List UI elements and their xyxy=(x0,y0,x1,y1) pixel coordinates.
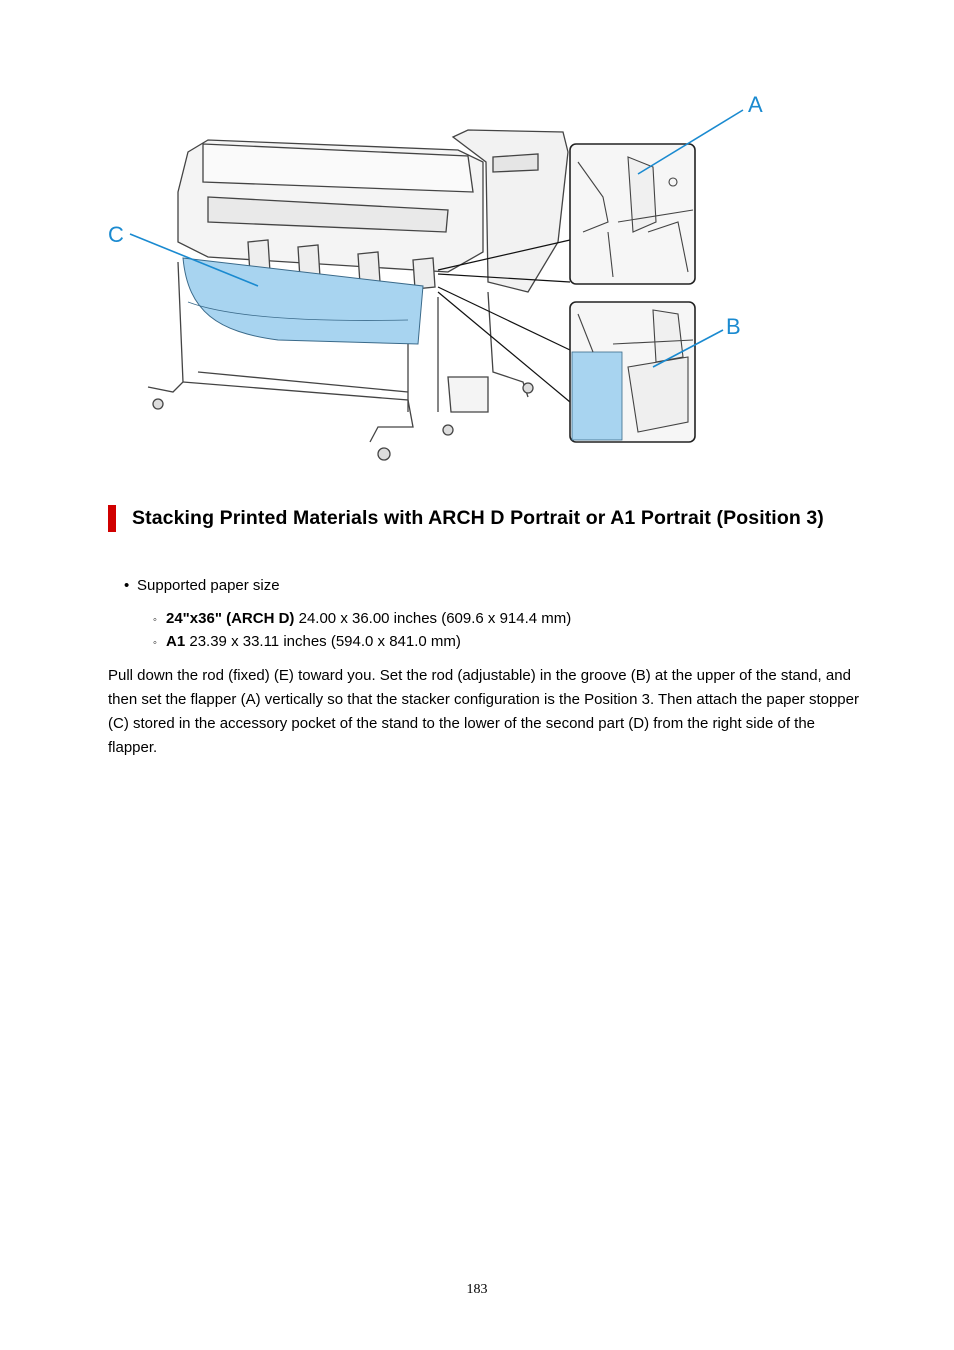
supported-size-heading: Supported paper size xyxy=(137,577,280,594)
paper-size-name: A1 xyxy=(166,633,186,650)
section-title: Stacking Printed Materials with ARCH D Portrait or A1 Portrait (Position 3) xyxy=(132,507,824,529)
page-number: 183 xyxy=(466,1282,488,1297)
label-a: A xyxy=(748,92,763,117)
paper-size-name: 24"x36" (ARCH D) xyxy=(166,610,295,627)
section-heading xyxy=(108,505,868,532)
paper-size-desc: 24.00 x 36.00 inches (609.6 x 914.4 mm) xyxy=(298,610,572,627)
supported-size-bullet xyxy=(124,576,280,596)
instruction-paragraph: Pull down the rod (fixed) (E) toward you. Set the rod (adjustable) in the groove (B) at the upper of the stand, and then set the flapper (A) vertically so that the stacker configuration is the Position 3. Then attach the paper stopper (C) stored in the accessory pocket of the stand to the lower of the second part (D) from the right side of the flapper. xyxy=(108,667,859,756)
printer-diagram-svg xyxy=(108,82,798,470)
label-c: C xyxy=(108,222,124,247)
sub-bullet: ◦ xyxy=(153,637,157,649)
printer-stacker-illustration xyxy=(108,82,798,470)
paper-size-desc: 23.39 x 33.11 inches (594.0 x 841.0 mm) xyxy=(189,633,461,650)
bullet-dot: • xyxy=(124,577,130,594)
sub-bullet: ◦ xyxy=(153,614,157,626)
label-b: B xyxy=(726,314,741,339)
paper-size-item xyxy=(153,632,461,653)
paper-size-item xyxy=(153,609,571,630)
